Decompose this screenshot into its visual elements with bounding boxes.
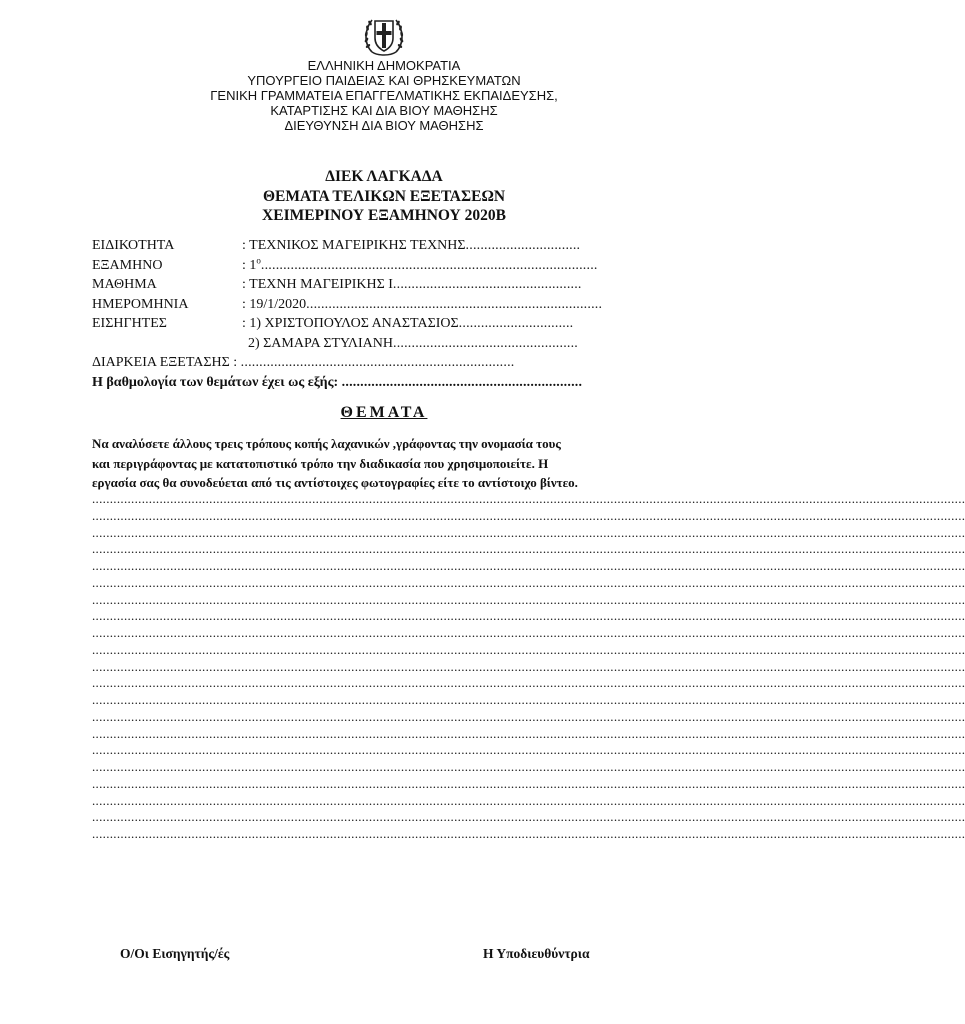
specialty-dots: ............................... [465, 238, 581, 253]
semester-value: : 1 [242, 257, 257, 273]
answer-line: ...................................................................................................................................................................................................................................................... [92, 742, 965, 758]
instructor-2-dots: .................................................. [393, 335, 578, 351]
ministry-line: ΥΠΟΥΡΓΕΙΟ ΠΑΙΔΕΙΑΣ ΚΑΙ ΘΡΗΣΚΕΥΜΑΤΩΝ [247, 73, 521, 88]
duration-label: ΔΙΑΡΚΕΙΑ ΕΞΕΤΑΣΗΣ : [92, 355, 241, 370]
instructors-label: ΕΙΣΗΓΗΤΕΣ [92, 316, 167, 331]
semester-label: ΕΞΑΜΗΝΟ [92, 257, 163, 273]
semester-value-group [242, 256, 632, 276]
course-dots: ................................................... [392, 277, 582, 292]
answer-line: ...................................................................................................................................................................................................................................................... [92, 675, 965, 691]
ministry-line: ΚΑΤΑΡΤΙΣΗΣ ΚΑΙ ΔΙΑ ΒΙΟΥ ΜΑΘΗΣΗΣ [270, 103, 498, 118]
info-row-course [92, 275, 632, 295]
date-value: : 19/1/2020 [242, 296, 307, 312]
themata-heading-text: ΘΕΜΑΤΑ [340, 404, 428, 421]
info-row-duration [92, 353, 632, 373]
answer-line: ...................................................................................................................................................................................................................................................... [92, 826, 965, 841]
answer-line: ...................................................................................................................................................................................................................................................... [92, 792, 965, 808]
specialty-value-group [242, 236, 632, 256]
exam-info-block [92, 236, 632, 392]
info-row-grading [92, 373, 632, 393]
answer-line: ...................................................................................................................................................................................................................................................... [92, 641, 965, 657]
deputy-director-signature-label: Η Υποδιευθύντρια [483, 946, 590, 961]
specialty-label: ΕΙΔΙΚΟΤΗΤΑ [92, 238, 175, 253]
info-row-specialty [92, 236, 632, 256]
answer-line: ...................................................................................................................................................................................................................................................... [92, 608, 965, 624]
semester-dots: ........................................................................................... [260, 257, 598, 273]
ministry-header [0, 58, 768, 133]
answer-line: ...................................................................................................................................................................................................................................................... [92, 725, 965, 741]
task-line: εργασία σας θα συνοδεύεται από τις αντίστοιχες φωτογραφίες είτε το αντίστοιχο βίντεο. [92, 475, 578, 490]
title-line: ΔΙΕΚ ΛΑΓΚΑΔΑ [325, 168, 443, 185]
answer-line: ...................................................................................................................................................................................................................................................... [92, 692, 965, 707]
task-text [92, 434, 682, 493]
answer-line: ...................................................................................................................................................................................................................................................... [92, 658, 965, 674]
date-dots: ................................................................................ [306, 296, 603, 312]
answer-line: ...................................................................................................................................................................................................................................................... [92, 708, 965, 724]
instructor-2-group [248, 334, 632, 354]
greek-coat-of-arms-icon [360, 12, 408, 60]
answer-line: ...................................................................................................................................................................................................................................................... [92, 775, 965, 791]
ministry-line: ΕΛΛΗΝΙΚΗ ΔΗΜΟΚΡΑΤΙΑ [307, 58, 461, 73]
date-label: ΗΜΕΡΟΜΗΝΙΑ [92, 296, 189, 312]
title-line: ΧΕΙΜΕΡΙΝΟΥ ΕΞΑΜΗΝΟΥ 2020Β [262, 207, 506, 224]
answer-area [92, 491, 965, 843]
answer-line: ...................................................................................................................................................................................................................................................... [92, 759, 965, 774]
date-value-group [242, 295, 632, 315]
grading-group [92, 373, 632, 393]
course-value: : ΤΕΧΝΗ ΜΑΓΕΙΡΙΚΗΣ Ι [242, 277, 393, 292]
info-row-date [92, 295, 632, 315]
grading-label: Η βαθμολογία των θεμάτων έχει ως εξής: [92, 374, 342, 390]
answer-line: ...................................................................................................................................................................................................................................................... [92, 574, 965, 590]
answer-line: ...................................................................................................................................................................................................................................................... [92, 491, 965, 506]
instructor-1-value: : 1) ΧΡΙΣΤΟΠΟΥΛΟΣ ΑΝΑΣΤΑΣΙΟΣ [242, 316, 459, 331]
title-line: ΘΕΜΑΤΑ ΤΕΛΙΚΩΝ ΕΞΕΤΑΣΕΩΝ [262, 187, 506, 205]
answer-line: ...................................................................................................................................................................................................................................................... [92, 524, 965, 540]
info-row-instructors [92, 314, 632, 334]
instructors-signature-label: Ο/Οι Εισηγητής/ές [120, 946, 230, 961]
duration-dots: .......................................................................... [240, 355, 515, 370]
answer-line: ...................................................................................................................................................................................................................................................... [92, 558, 965, 573]
task-line: και περιγράφοντας με κατατοπιστικό τρόπο την διαδικασία που χρησιμοποιείτε. Η [92, 455, 549, 471]
instructor-1-group [242, 314, 632, 334]
duration-group [92, 353, 632, 373]
specialty-value: : ΤΕΧΝΙΚΟΣ ΜΑΓΕΙΡΙΚΗΣ ΤΕΧΝΗΣ [242, 238, 466, 253]
course-value-group [242, 275, 632, 295]
exam-title [0, 167, 768, 226]
semester-ordinal: ο [256, 254, 261, 265]
grading-dots: ................................................................. [341, 374, 583, 390]
task-line: Να αναλύσετε άλλους τρεις τρόπους κοπής λαχανικών ,γράφοντας την ονομασία τους [92, 436, 561, 451]
answer-line: ...................................................................................................................................................................................................................................................... [92, 507, 965, 523]
course-label: ΜΑΘΗΜΑ [92, 277, 157, 292]
info-row-instructor-2 [92, 334, 632, 354]
answer-line: ...................................................................................................................................................................................................................................................... [92, 809, 965, 825]
answer-line: ...................................................................................................................................................................................................................................................... [92, 541, 965, 557]
ministry-line: ΓΕΝΙΚΗ ΓΡΑΜΜΑΤΕΙΑ ΕΠΑΓΓΕΛΜΑΤΙΚΗΣ ΕΚΠΑΙΔΕΥΣΗΣ, [210, 88, 558, 103]
info-row-semester [92, 256, 632, 276]
instructor-2-value: 2) ΣΑΜΑΡΑ ΣΤΥΛΙΑΝΗ [248, 335, 393, 351]
themata-heading [0, 404, 768, 422]
answer-line: ...................................................................................................................................................................................................................................................... [92, 625, 965, 640]
instructor-1-dots: ............................... [458, 316, 574, 331]
answer-line: ...................................................................................................................................................................................................................................................... [92, 591, 965, 607]
ministry-line: ΔΙΕΥΘΥΝΣΗ ΔΙΑ ΒΙΟΥ ΜΑΘΗΣΗΣ [284, 118, 484, 133]
